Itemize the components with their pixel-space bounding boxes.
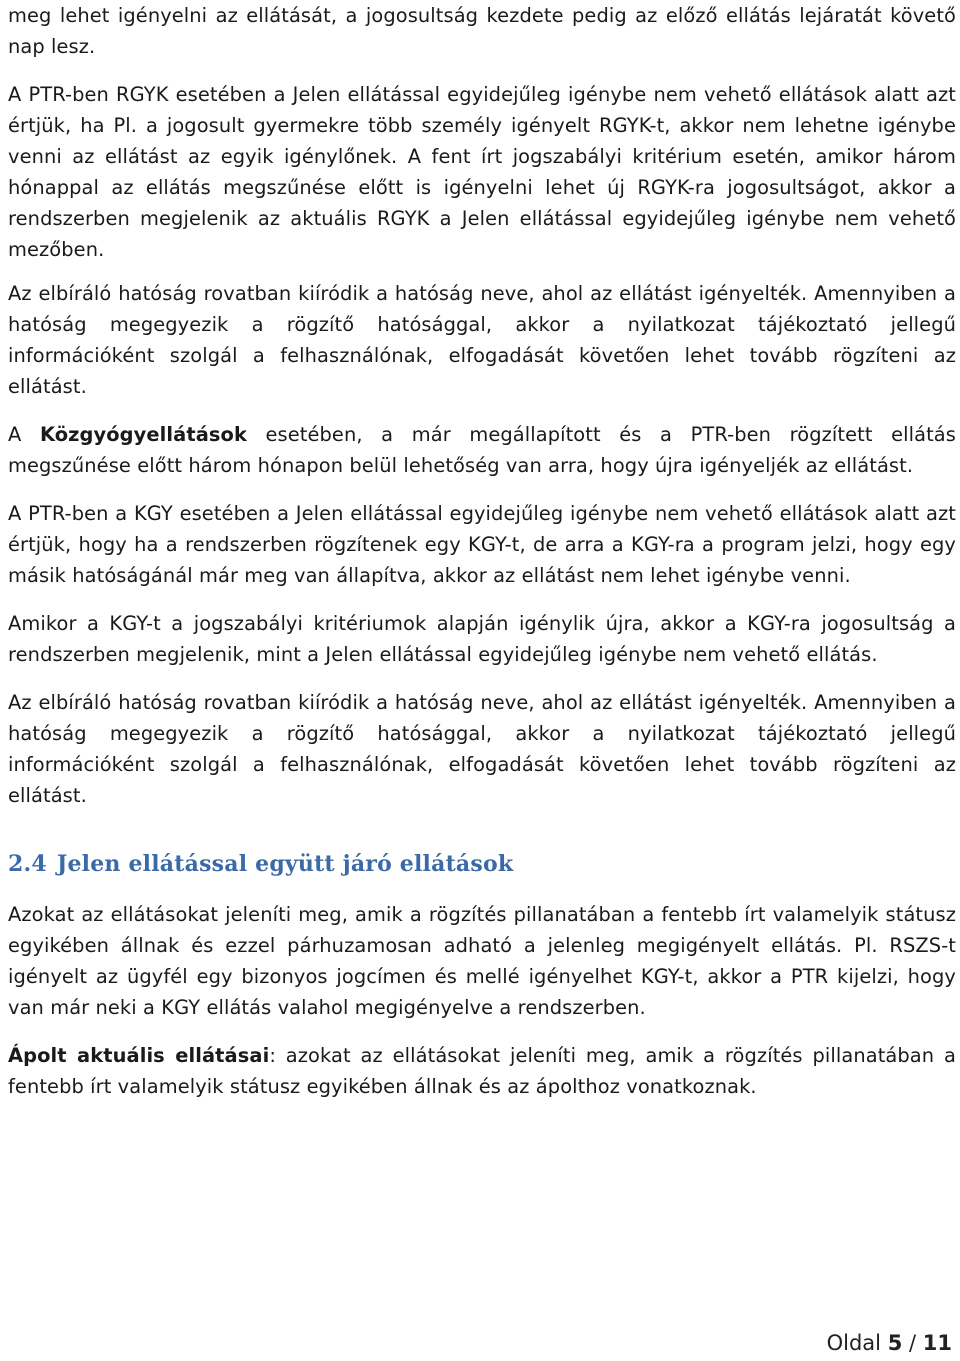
page-separator: / bbox=[909, 1331, 917, 1355]
total-pages: 11 bbox=[922, 1331, 952, 1355]
current-page: 5 bbox=[887, 1331, 903, 1355]
paragraph-kozgyogyellatasok bbox=[8, 419, 956, 481]
document-page bbox=[8, 0, 956, 1102]
paragraph-apolt-rest: : azokat az ellátásokat jeleníti meg, amik a rögzítés pillanatában a fentebb írt valamelyik státusz egyikében állnak és az ápolthoz vonatkoznak. bbox=[8, 1044, 956, 1098]
section-title: Jelen ellátással együtt járó ellátások bbox=[56, 851, 514, 877]
paragraph-kozgyogy-rest: esetében, a már megállapított és a PTR-ben rögzített ellátás megszűnése előtt három hónapon belül lehetőség van arra, hogy újra igényeljék az ellátást. bbox=[8, 423, 956, 477]
page-number-footer bbox=[827, 1331, 952, 1355]
section-number: 2.4 bbox=[8, 851, 47, 877]
paragraph-rgyk-ptr: A PTR-ben RGYK esetében a Jelen ellátással egyidejűleg igénybe nem vehető ellátások alatt azt értjük, ha Pl. a jogosult gyermekre több személy igényelt RGYK-t, akkor nem lehetne igénybe venni az ellátást az egyik igénylőnek. A fent írt jogszabályi kritérium esetén, amikor három hónappal az ellátás megszűnése előtt is igényelni lehet új RGYK-ra jogosultságot, akkor a rendszerben megjelenik az aktuális RGYK a Jelen ellátással egyidejűleg igénybe nem vehető mezőben. bbox=[8, 83, 956, 261]
paragraph-continuation: meg lehet igényelni az ellátását, a jogosultság kezdete pedig az előző ellátás lejáratát követő nap lesz. bbox=[8, 4, 956, 58]
paragraph-kgy-ptr: A PTR-ben a KGY esetében a Jelen ellátással egyidejűleg igénybe nem vehető ellátások alatt azt értjük, hogy ha a rendszerben rögzítenek egy KGY-t, de arra a KGY-ra a program jelzi, hogy egy másik hatóságánál már meg van állapítva, akkor az ellátást nem lehet igénybe venni. bbox=[8, 502, 956, 587]
paragraph-apolt-aktualis bbox=[8, 1040, 956, 1102]
paragraph-elbiralo-hatosag-1: Az elbíráló hatóság rovatban kiíródik a hatóság neve, ahol az ellátást igényelték. Amennyiben a hatóság megegyezik a rögzítő hatósággal, akkor a nyilatkozat tájékoztató jellegű információként szolgál a felhasználónak, elfogadását követően lehet tovább rögzíteni az ellátást. bbox=[8, 282, 956, 398]
section-heading bbox=[8, 851, 956, 877]
paragraph-elbiralo-hatosag-2: Az elbíráló hatóság rovatban kiíródik a hatóság neve, ahol az ellátást igényelték. Amennyiben a hatóság megegyezik a rögzítő hatósággal, akkor a nyilatkozat tájékoztató jellegű információként szolgál a felhasználónak, elfogadását követően lehet tovább rögzíteni az ellátást. bbox=[8, 691, 956, 807]
paragraph-jelen-ellatassal: Azokat az ellátásokat jeleníti meg, amik a rögzítés pillanatában a fentebb írt valamelyik státusz egyikében állnak és ezzel párhuzamosan adható a jelenleg megigényelt ellátás. Pl. RSZS-t igényelt az ügyfél egy bizonyos jogcímen és mellé igényelhet KGY-t, akkor a PTR kijelzi, hogy van már neki a KGY ellátás valahol megigényelve a rendszerben. bbox=[8, 903, 956, 1019]
page-label: Oldal bbox=[826, 1331, 881, 1355]
paragraph-kgy-ujraigenyles: Amikor a KGY-t a jogszabályi kritériumok alapján igénylik újra, akkor a KGY-ra jogosultság a rendszerben megjelenik, mint a Jelen ellátással egyidejűleg igénybe nem vehető ellátás. bbox=[8, 612, 956, 666]
term-kozgyogyellatasok: Közgyógyellátások bbox=[39, 423, 247, 446]
term-apolt-aktualis-ellatasai: Ápolt aktuális ellátásai bbox=[8, 1044, 270, 1067]
paragraph-kozgyogy-prefix: A bbox=[8, 423, 40, 446]
